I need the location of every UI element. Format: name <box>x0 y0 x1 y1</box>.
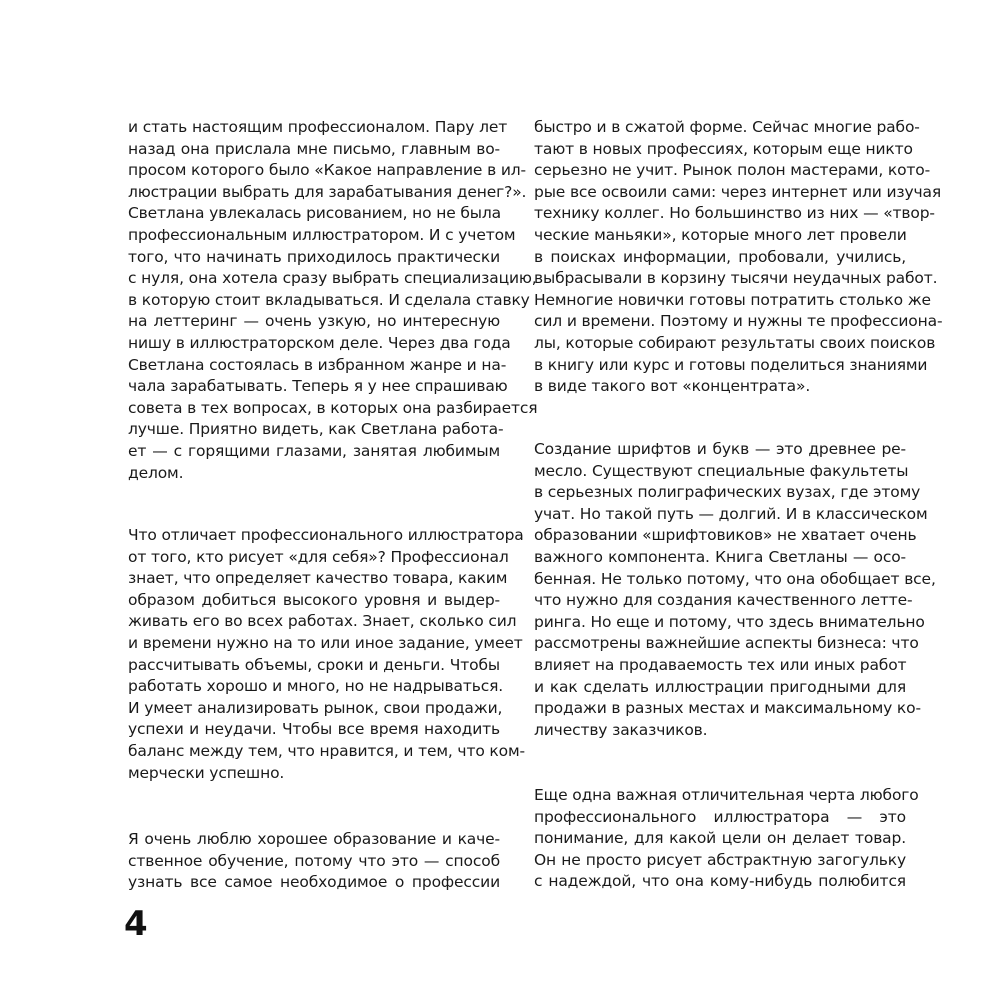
text-line: от того, кто рисует «для себя»? Профессионал <box>128 547 509 566</box>
paragraph <box>128 525 525 784</box>
text-line: ет — с горящими глазами, занятая любимым <box>128 441 500 460</box>
text-line: рые все освоили сами: через интернет или изучая <box>534 182 942 201</box>
text-line: сил и времени. Поэтому и нужны те профессиона- <box>534 312 943 331</box>
text-line: люстрации выбрать для зарабатывания денег?». <box>128 182 527 201</box>
text-line: в виде такого вот «концентрата». <box>534 377 811 396</box>
text-line: ственное обучение, потому что это — способ <box>128 851 500 870</box>
text-line: нишу в иллюстраторском деле. Через два года <box>128 333 511 352</box>
paragraph <box>128 117 538 484</box>
text-line: знает, что определяет качество товара, каким <box>128 569 508 588</box>
text-line: технику коллег. Но большинство из них — «твор- <box>534 204 935 223</box>
text-line: Я очень люблю хорошее образование и каче- <box>128 830 500 848</box>
text-line: серьезно не учит. Рынок полон мастерами, кото- <box>534 161 931 180</box>
text-line: тают в новых профессиях, которым еще никто <box>534 139 913 158</box>
text-line: профессионального иллюстратора — это <box>534 807 906 826</box>
text-line: влияет на продаваемость тех или иных работ <box>534 655 907 674</box>
text-line: того, что начинать приходилось практически <box>128 247 500 266</box>
text-line: важного компонента. Книга Светланы — осо- <box>534 547 906 566</box>
text-line: месло. Существуют специальные факультеты <box>534 461 909 480</box>
text-line: с надеждой, что она кому-нибудь полюбится <box>534 872 906 891</box>
text-line: лучше. Приятно видеть, как Светлана работа- <box>128 420 504 439</box>
text-line: баланс между тем, что нравится, и тем, что ком- <box>128 741 525 760</box>
text-line: Светлана увлекалась рисованием, но не была <box>128 204 501 223</box>
text-line: работать хорошо и много, но не надрываться. <box>128 677 504 696</box>
text-line: образом добиться высокого уровня и выдер- <box>128 590 500 609</box>
paragraph <box>534 439 936 741</box>
paragraph <box>534 785 919 893</box>
text-line: и стать настоящим профессионалом. Пару лет <box>128 118 508 136</box>
text-line: Он не просто рисует абстрактную загогульку <box>534 850 906 869</box>
paragraph <box>128 829 500 894</box>
text-line: мерчески успешно. <box>128 763 285 782</box>
text-line: ческие маньяки», которые много лет провели <box>534 225 907 244</box>
text-line: и как сделать иллюстрации пригодными для <box>534 677 906 696</box>
text-line: в книгу или курс и готовы поделиться знаниями <box>534 355 928 374</box>
text-line: рассчитывать объемы, сроки и деньги. Чтобы <box>128 655 500 674</box>
text-line: в серьезных полиграфических вузах, где этому <box>534 483 921 502</box>
text-line: учат. Но такой путь — долгий. И в классическом <box>534 504 928 523</box>
text-line: быстро и в сжатой форме. Сейчас многие рабо- <box>534 118 920 136</box>
text-line: понимание, для какой цели он делает товар. <box>534 829 906 848</box>
text-line: профессиональным иллюстратором. И с учетом <box>128 225 516 244</box>
page-number: 4 <box>124 904 148 944</box>
text-line: Создание шрифтов и букв — это древнее ре- <box>534 440 906 458</box>
text-line: просом которого было «Какое направление в ил- <box>128 161 526 180</box>
text-line: выбрасывали в корзину тысячи неудачных работ. <box>534 269 938 288</box>
text-line: Немногие новички готовы потратить столько же <box>534 290 931 309</box>
text-line: делом. <box>128 463 184 482</box>
text-line: И умеет анализировать рынок, свои продажи, <box>128 698 503 717</box>
text-line: бенная. Не только потому, что она обобщает все, <box>534 569 936 588</box>
text-line: в поисках информации, пробовали, учились, <box>534 247 906 266</box>
text-line: Светлана состоялась в избранном жанре и на- <box>128 355 507 374</box>
text-line: и времени нужно на то или иное задание, умеет <box>128 633 523 652</box>
text-line: образовании «шрифтовиков» не хватает очень <box>534 526 917 545</box>
text-line: назад она прислала мне письмо, главным во- <box>128 139 500 158</box>
text-line: что нужно для создания качественного летте- <box>534 591 913 610</box>
text-line: лы, которые собирают результаты своих поисков <box>534 333 936 352</box>
text-line: с нуля, она хотела сразу выбрать специализацию, <box>128 269 537 288</box>
text-line: в которую стоит вкладываться. И сделала ставку <box>128 290 530 309</box>
text-line: личеству заказчиков. <box>534 720 708 739</box>
text-line: ринга. Но еще и потому, что здесь внимательно <box>534 612 925 631</box>
text-line: Что отличает профессионального иллюстратора <box>128 526 524 544</box>
text-line: рассмотрены важнейшие аспекты бизнеса: что <box>534 634 919 653</box>
text-line: живать его во всех работах. Знает, сколько сил <box>128 612 517 631</box>
text-line: продажи в разных местах и максимальному ко- <box>534 699 921 718</box>
text-line: чала зарабатывать. Теперь я у нее спрашиваю <box>128 377 508 396</box>
text-line: узнать все самое необходимое о профессии <box>128 873 500 892</box>
text-line: Еще одна важная отличительная черта любого <box>534 786 919 804</box>
text-line: на леттеринг — очень узкую, но интересную <box>128 312 500 331</box>
paragraph <box>534 117 943 398</box>
text-line: успехи и неудачи. Чтобы все время находить <box>128 720 500 739</box>
text-line: совета в тех вопросах, в которых она разбирается <box>128 398 538 417</box>
